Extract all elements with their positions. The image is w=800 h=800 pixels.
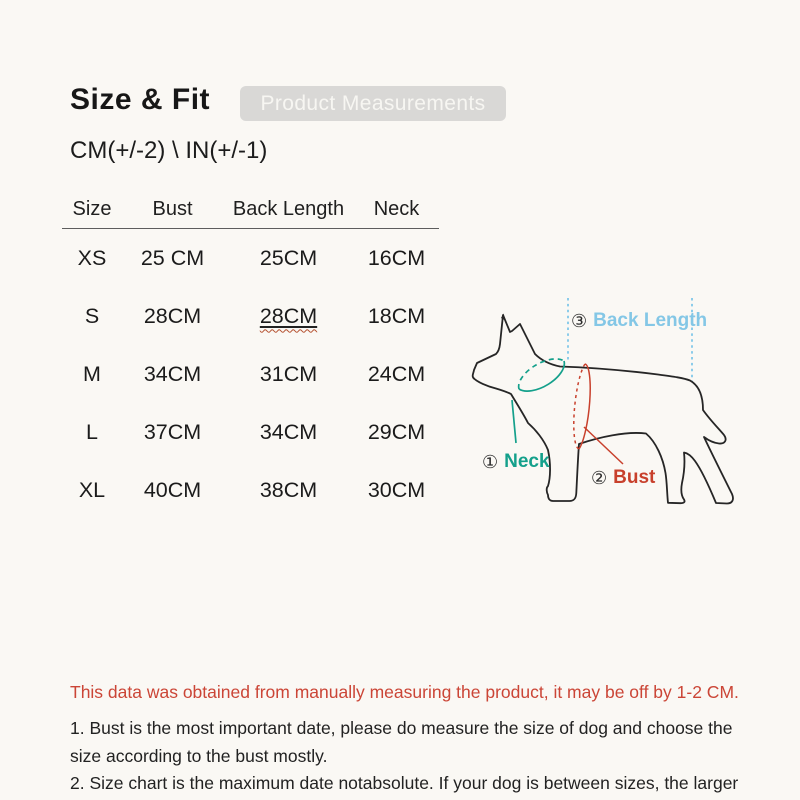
size-table [62,192,439,519]
bust-cell: 34CM [143,361,202,386]
back-length-cell [223,287,354,345]
col-header-neck: Neck [354,192,439,229]
size-cell: M [83,361,101,386]
note-item-2: 2. Size chart is the maximum date notabsolute. If your dog is between sizes, the larger [70,773,739,793]
tolerance-note: CM(+/-2) \ IN(+/-1) [70,137,268,164]
neck-cell: 30CM [367,477,426,502]
back-length-label-text: Back Length [593,310,708,331]
table-row [62,229,439,288]
dog-measurement-diagram [458,282,798,517]
back-length-cell: 34CM [259,419,318,444]
bust-cell: 37CM [143,419,202,444]
col-header-back-length: Back Length [223,192,354,229]
table-row [62,403,439,461]
col-header-bust: Bust [122,192,223,229]
page-title: Size & Fit [70,83,211,116]
circled-1-icon: ① [482,451,499,472]
bust-ellipse-dashed [574,364,585,449]
neck-cell: 29CM [367,419,426,444]
note-item-1: 1. Bust is the most important date, please do measure the size of dog and choose the size according to the bust mostly. [70,718,733,766]
back-length-cell: 25CM [259,245,318,270]
table-row [62,287,439,345]
bust-label [591,467,655,489]
bust-ellipse-solid [579,364,590,449]
back-length-label [571,310,707,332]
bust-pointer-line [584,427,623,464]
circled-3-icon: ③ [571,310,588,331]
neck-label-text: Neck [504,451,550,472]
neck-pointer-line [512,400,516,443]
back-length-cell: 38CM [259,477,318,502]
neck-cell: 16CM [367,245,426,270]
neck-label [482,451,550,473]
product-measurements-badge [240,86,506,121]
neck-cell: 24CM [367,361,426,386]
neck-cell: 18CM [367,303,426,328]
size-cell: L [86,419,98,444]
table-header-row [62,192,439,229]
neck-ellipse-dashed [519,359,564,389]
notes-section [70,681,742,798]
table-row [62,345,439,403]
size-cell: S [84,303,100,328]
size-cell: XL [78,477,106,502]
col-header-size: Size [62,192,122,229]
circled-2-icon: ② [591,467,608,488]
table-row [62,461,439,519]
back-length-cell: 31CM [259,361,318,386]
bust-label-text: Bust [613,467,656,488]
badge-label: Product Measurements [260,91,486,115]
bust-cell: 25 CM [140,245,205,270]
marked-value: 28CM [259,303,318,328]
bust-cell: 28CM [143,303,202,328]
measurement-warning: This data was obtained from manually measuring the product, it may be off by 1-2 CM. [70,682,739,702]
size-cell: XS [77,245,107,270]
bust-cell: 40CM [143,477,202,502]
